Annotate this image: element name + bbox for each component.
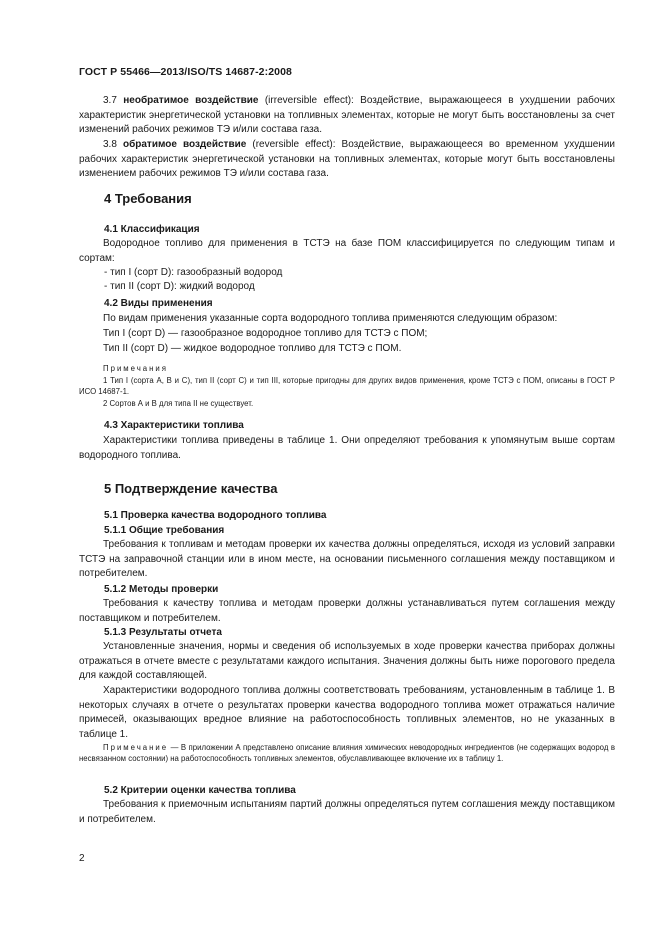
list-item-type-2: - тип II (сорт D): жидкий водород	[104, 281, 255, 292]
document-header: ГОСТ Р 55466—2013/ISO/TS 14687-2:2008	[79, 66, 292, 78]
note-1: 1 Тип I (сорта А, В и С), тип II (сорт С) и тип III, которые пригодны для других видов применения, кроме ТСТЭ с ПОМ, описаны в ГОСТ Р ИСО 14687-1.	[79, 376, 615, 397]
paragraph-5-1-3-a: Установленные значения, нормы и сведения об используемых в ходе проверки качества приборах должны отражаться в отчете вместе с результатами каждого испытания. Значения должны быть ниже порогового предела для каждой составляющей.	[79, 641, 615, 682]
section-5-1-2-heading: 5.1.2 Методы проверки	[104, 584, 219, 595]
note-3	[79, 742, 615, 765]
section-4-3-heading: 4.3 Характеристики топлива	[104, 420, 244, 431]
clause-number: 3.8	[103, 139, 117, 150]
section-5-1-3-heading: 5.1.3 Результаты отчета	[104, 627, 222, 638]
note-2: 2 Сортов А и В для типа II не существует.	[103, 399, 254, 408]
paragraph-4-2-b: Тип I (сорт D) — газообразное водородное топливо для ТСТЭ с ПОМ;	[103, 328, 428, 339]
section-5-1-1-heading: 5.1.1 Общие требования	[104, 525, 225, 536]
section-4-1-heading: 4.1 Классификация	[104, 224, 200, 235]
paragraph-5-2: Требования к приемочным испытаниям партий должны определяться путем соглашения между поставщиком и потребителем.	[79, 799, 615, 825]
paragraph-4-2-a: По видам применения указанные сорта водородного топлива применяются следующим образом:	[103, 313, 558, 324]
paragraph-4-3: Характеристики топлива приведены в таблице 1. Они определяют требования к упомянутым выше сортам водородного топлива.	[79, 435, 615, 461]
term-bold: обратимое воздействие	[122, 139, 247, 150]
clause-3-7	[79, 94, 615, 138]
clause-number: 3.7	[103, 95, 117, 106]
paragraph-4-1: Водородное топливо для применения в ТСТЭ на базе ПОМ классифицируется по следующим типам и сортам:	[79, 238, 615, 264]
paragraph-5-1-1: Требования к топливам и методам проверки их качества должны определяться, исходя из условий заправки ТСТЭ на заправочной станции или в ином месте, на основании письменного соглашения между поставщиком и потребителем.	[79, 539, 615, 580]
section-5-2-heading: 5.2 Критерии оценки качества топлива	[104, 785, 296, 796]
note-3-text: — В приложении А представлено описание влияния химических неводородных ингредиентов (не содержащих водород в несвязанном состоянии) на работоспособность топливных элементов, обуславливающее включение их в таблицу 1.	[79, 743, 615, 764]
page-number: 2	[79, 853, 85, 864]
paragraph-5-1-3-b: Характеристики водородного топлива должны соответствовать требованиям, установленным в таблице 1. В некоторых случаях в отчете о результатах проверки качества водородного топлива может отражаться наличие примесей, оказывающих вредное влияние на работоспособность топливных элементов, но не указанных в таблице 1.	[79, 685, 615, 740]
section-4-2-heading: 4.2 Виды применения	[104, 298, 213, 309]
clause-3-8	[79, 138, 615, 182]
section-4-heading: 4 Требования	[104, 191, 192, 206]
section-5-1-heading: 5.1 Проверка качества водородного топлива	[104, 510, 327, 521]
clause-text: (irreversible effect): Воздействие, выражающееся в ухудшении рабочих характеристик энергетической установки на топливных элементах, которые не могут быть восстановлены за счет изменений рабочих режимов ТЭ и/или состава газа.	[79, 95, 615, 136]
paragraph-5-1-2: Требования к качеству топлива и методам проверки должны устанавливаться путем соглашения между поставщиком и потребителем.	[79, 598, 615, 624]
term-bold: необратимое воздействие	[123, 95, 259, 106]
list-item-type-1: - тип I (сорт D): газообразный водород	[104, 267, 283, 278]
note-3-title: Примечание	[103, 743, 169, 752]
section-5-heading: 5 Подтверждение качества	[104, 481, 278, 496]
paragraph-4-2-c: Тип II (сорт D) — жидкое водородное топливо для ТСТЭ с ПОМ.	[103, 343, 402, 354]
clause-text: (reversible effect): Воздействие, выражающееся во временном ухудшении рабочих характеристик энергетической установки на топливных элементах, которые могут быть восстановлены изменением рабочих режимов ТЭ и/или состава газа.	[79, 139, 615, 180]
notes-title: Примечания	[103, 364, 169, 373]
